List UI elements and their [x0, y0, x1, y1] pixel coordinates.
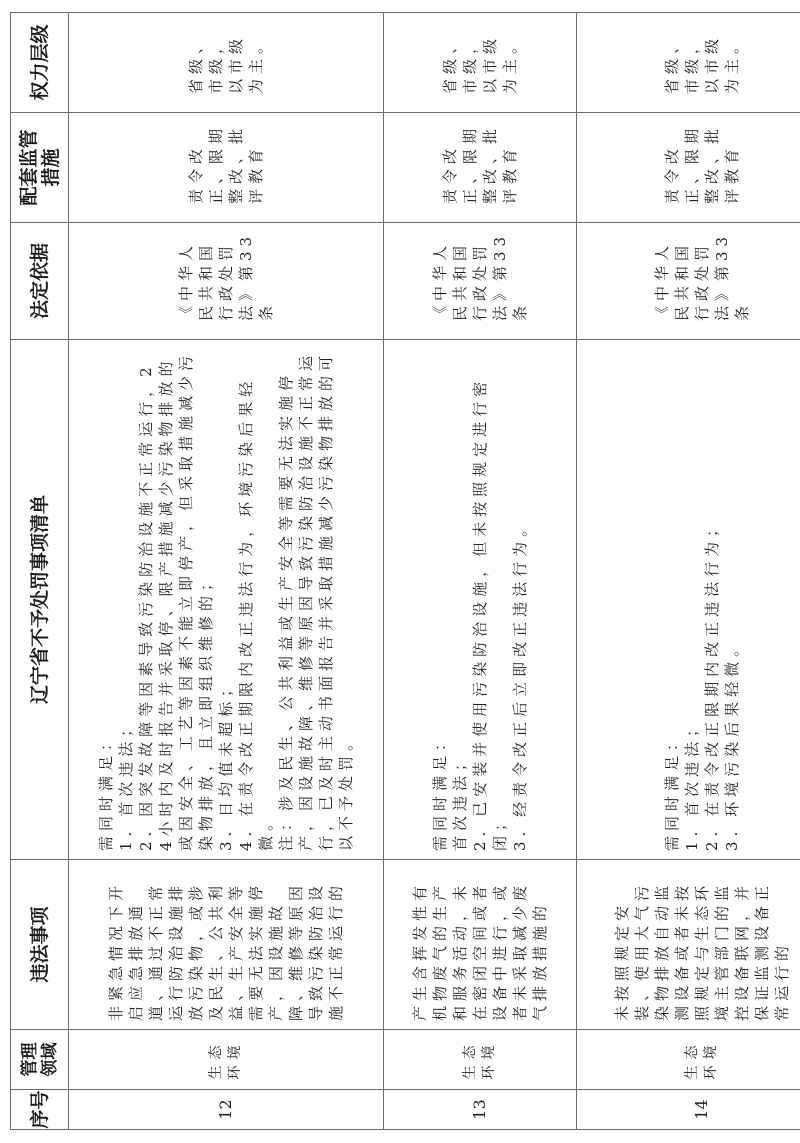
- condition-line: 需同时满足：: [663, 730, 681, 851]
- table-row: [577, 13, 800, 1130]
- condition-line: 4. 在责令改正期限内改正违法行为，环境污染后果轻微。: [237, 376, 275, 851]
- row-number: 12: [69, 1090, 384, 1130]
- row-measures: 责令改正、限期整改、批评教育: [384, 113, 577, 223]
- row-measures: 责令改正、限期整改、批评教育: [69, 113, 384, 223]
- condition-line: 注：涉及民生、公共利益或生产安全等需要无法实施停产，因设施故障、维修等原因导致污染防治设施不正常运行，已及时主动书面报告并采取措施减少污染物排放的可以不予处罚。: [277, 350, 355, 851]
- row-conditions: [384, 340, 577, 860]
- penalty-exemption-table: [10, 12, 800, 1130]
- row-domain: 生态环境: [384, 1030, 577, 1090]
- row-legal-basis: 《中华人民共和国行政处罚法》第33条: [384, 223, 577, 340]
- header-measure: [11, 113, 69, 223]
- condition-line: 首次违法；: [451, 750, 469, 851]
- header-level: 权力层级: [11, 13, 69, 113]
- condition-line: 需同时满足：: [431, 730, 449, 851]
- row-domain: 生态环境: [577, 1030, 800, 1090]
- row-authority-level: 省级、市级，以市级为主。: [384, 13, 577, 113]
- condition-line: 需同时满足：: [97, 730, 115, 851]
- row-authority-level: 省级、市级，以市级为主。: [577, 13, 800, 113]
- table-row: [384, 13, 577, 1130]
- condition-line: 3. 日均值未超标；: [217, 676, 235, 851]
- row-violation: 非紧急情况下开启应急排放通道、通过不正常运行防治设施排放污染物，或涉及民生、公共利益、生产安全等需要无法实施停产，因设施故障、维修等原因导致污染防治设施不正常运行的: [69, 860, 384, 1030]
- row-domain: 生态环境: [69, 1030, 384, 1090]
- header-measure-line2: 措施: [39, 148, 62, 187]
- row-legal-basis: 《中华人民共和国行政处罚法》第33条: [577, 223, 800, 340]
- page-title: 辽宁省不予处罚事项清单: [11, 340, 69, 860]
- header-domain: 管理领域: [11, 1030, 69, 1090]
- row-violation: 产生含挥发性有机物废气的生产和服务活动，未在密闭空间或者设备中进行，或者未采取减少废气排放措施的: [384, 860, 577, 1030]
- row-measures: 责令改正、限期整改、批评教育: [577, 113, 800, 223]
- header-row: [11, 13, 69, 1130]
- condition-line: 2. 在责令改正限期内改正违法行为；: [703, 516, 721, 851]
- table-row: [69, 13, 384, 1130]
- condition-line: 1. 首次违法；: [683, 716, 701, 851]
- row-conditions: [577, 340, 800, 860]
- row-number: 13: [384, 1090, 577, 1130]
- row-legal-basis: 《中华人民共和国行政处罚法》第33条: [69, 223, 384, 340]
- condition-line: 3. 经责令改正后立即改正违法行为。: [511, 516, 529, 851]
- header-no: 序号: [11, 1090, 69, 1130]
- row-violation: 未按照规定安装、使用大气污染物排放自动监测设备或者未按照规定与生态环境主管部门的监控设备联网，并保证监测设备正常运行的: [577, 860, 800, 1030]
- header-item: 违法事项: [11, 860, 69, 1030]
- row-number: 14: [577, 1090, 800, 1130]
- row-authority-level: 省级、市级，以市级为主。: [69, 13, 384, 113]
- row-conditions: [69, 340, 384, 860]
- condition-line: 2. 因突发故障等因素导致污染防治设施不正常运行，24小时内及时报告并采取停、限产措施减少污染物排放的或因安全、工艺等因素不能立即停产，但采取措施减少污染物排放，且立即组织维修的；: [137, 350, 215, 851]
- header-law: 法定依据: [11, 223, 69, 340]
- condition-line: 1. 首次违法；: [117, 716, 135, 851]
- condition-line: 3. 环境污染后果轻微。: [723, 636, 741, 851]
- header-measure-line1: 配套监管: [17, 129, 40, 206]
- condition-line: 2. 已安装并使用污染防治设施，但未按照规定进行密闭；: [471, 376, 509, 851]
